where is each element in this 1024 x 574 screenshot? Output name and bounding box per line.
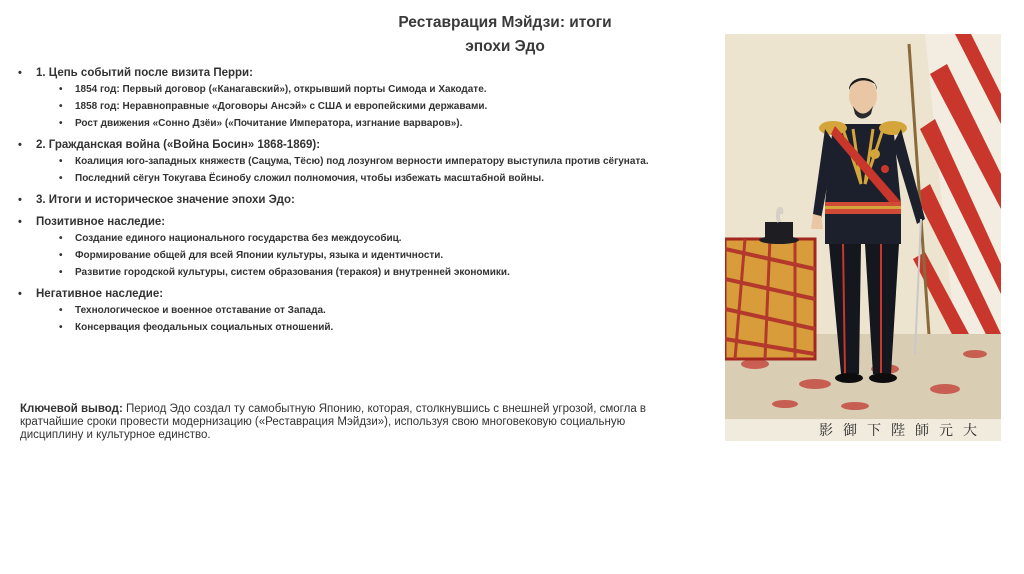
portrait-caption: 影御下陛師元大 bbox=[819, 423, 987, 439]
emperor-meiji-portrait bbox=[725, 34, 1001, 441]
list-item-text: 1854 год: Первый договор («Канагавский»), открывший порты Симода и Хакодате. bbox=[75, 84, 487, 95]
section-heading-text: 1. Цепь событий после визита Перри: bbox=[36, 67, 253, 79]
list-item bbox=[18, 173, 708, 185]
slide-title-line-1: Реставрация Мэйдзи: итоги bbox=[398, 14, 612, 31]
bullet: • bbox=[59, 305, 63, 316]
key-conclusion bbox=[20, 403, 680, 442]
section-heading-text: Позитивное наследие: bbox=[36, 216, 166, 228]
list-item bbox=[18, 233, 708, 245]
key-conclusion-text: Период Эдо создал ту самобытную Японию, которая, столкнувшись с внешней угрозой, смогла в кратчайшие сроки провести модернизацию («Реставрация Мэйдзи»), используя свою многовековую социальную дисциплину и культурное единство. bbox=[20, 403, 647, 441]
list-item-text: Технологическое и военное отставание от Запада. bbox=[75, 305, 326, 316]
section-negative-legacy bbox=[18, 287, 708, 334]
list-item-text: Формирование общей для всей Японии культуры, языка и идентичности. bbox=[75, 250, 444, 261]
section-heading bbox=[18, 138, 708, 152]
list-item-text: Рост движения «Сонно Дзёи» («Почитание Императора, изгнание варваров»). bbox=[75, 118, 463, 129]
bullet: • bbox=[59, 101, 63, 112]
bullet-list bbox=[18, 66, 708, 342]
section-heading-text: Негативное наследие: bbox=[36, 288, 164, 300]
list-item bbox=[18, 101, 708, 113]
list-item-text: Коалиция юго-западных княжеств (Сацума, Тёсю) под лозунгом верности императору выступила против сёгуната. bbox=[75, 156, 649, 167]
section-heading bbox=[18, 215, 708, 229]
bullet: • bbox=[59, 267, 63, 278]
section-heading bbox=[18, 66, 708, 80]
list-item bbox=[18, 156, 715, 168]
slide-title-line-2: эпохи Эдо bbox=[465, 38, 545, 55]
list-item bbox=[18, 250, 708, 262]
bullet: • bbox=[18, 216, 22, 228]
bullet: • bbox=[59, 250, 63, 261]
portrait-illustration bbox=[725, 34, 1001, 441]
list-item-text: Развитие городской культуры, систем образования (теракоя) и внутренней экономики. bbox=[75, 267, 510, 278]
bullet: • bbox=[59, 322, 63, 333]
list-item-text: Консервация феодальных социальных отношений. bbox=[75, 322, 334, 333]
section-perry bbox=[18, 66, 708, 130]
bullet: • bbox=[59, 233, 63, 244]
section-positive-legacy bbox=[18, 215, 708, 279]
slide-title bbox=[350, 11, 660, 59]
bullet: • bbox=[59, 173, 63, 184]
key-conclusion-label: Ключевой вывод: bbox=[20, 403, 123, 415]
bullet: • bbox=[59, 156, 63, 167]
section-heading-text: 3. Итоги и историческое значение эпохи Эдо: bbox=[36, 194, 295, 206]
list-item bbox=[18, 322, 708, 334]
list-item bbox=[18, 267, 708, 279]
bullet: • bbox=[18, 194, 22, 206]
section-boshin-war bbox=[18, 138, 708, 185]
section-heading bbox=[18, 287, 708, 301]
list-item bbox=[18, 118, 708, 130]
list-item-text: Создание единого национального государства без междоусобиц. bbox=[75, 233, 402, 244]
section-heading bbox=[18, 193, 708, 207]
list-item bbox=[18, 305, 708, 317]
section-results bbox=[18, 193, 708, 207]
bullet: • bbox=[59, 118, 63, 129]
list-item bbox=[18, 84, 708, 96]
list-item-text: Последний сёгун Токугава Ёсинобу сложил полномочия, чтобы избежать масштабной войны. bbox=[75, 173, 544, 184]
section-heading-text: 2. Гражданская война («Война Босин» 1868-1869): bbox=[36, 139, 321, 151]
bullet: • bbox=[18, 288, 22, 300]
bullet: • bbox=[18, 139, 22, 151]
bullet: • bbox=[18, 67, 22, 79]
list-item-text: 1858 год: Неравноправные «Договоры Ансэй» с США и европейскими державами. bbox=[75, 101, 488, 112]
bullet: • bbox=[59, 84, 63, 95]
